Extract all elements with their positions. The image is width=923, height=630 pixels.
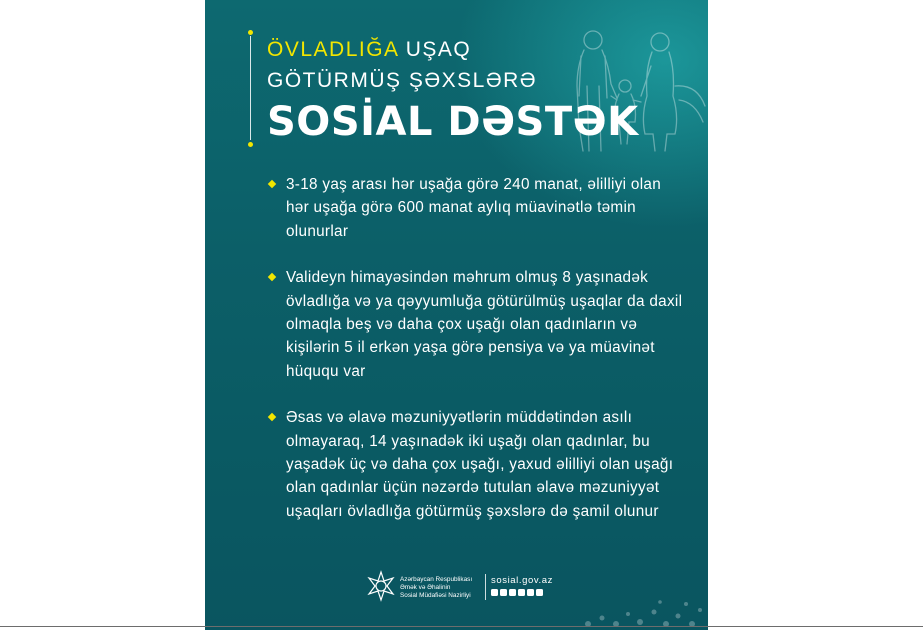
list-item-text: 3-18 yaş arası hər uşağa görə 240 manat, əlilliyi olan hər uşağa görə 600 manat aylıq müavinətlə təmin olunurlar (286, 176, 662, 240)
bullet-diamond-icon (268, 273, 276, 281)
list-item (265, 406, 685, 523)
family-illustration-icon (557, 26, 707, 154)
instagram-icon[interactable] (500, 589, 507, 596)
ministry-line-2: Əmək və Əhalinin (400, 584, 451, 591)
ministry-line-1: Azərbaycan Respublikası (400, 576, 473, 583)
title-divider-line (250, 36, 251, 140)
title-main: SOSİAL DƏSTƏK (267, 99, 639, 145)
list-item-text: Əsas və əlavə məzuniyyətlərin müddətindən asılı olmayaraq, 14 yaşınadək iki uşağı olan qadınlar, bu yaşadək üç və daha çox uşağı, yaxud əlilliyi olan uşağı olan qadınlar üçün nəzərdə tutulan əlavə məzuniyyət uşaqları övladlığa götürmüş şəxslərə də şamil olunur (286, 409, 674, 520)
tiktok-icon[interactable] (518, 589, 525, 596)
social-icons (491, 589, 543, 596)
bottom-rule (0, 626, 923, 627)
title-line-1 (267, 38, 471, 62)
footer-divider (485, 574, 486, 600)
benefits-list (265, 173, 685, 523)
list-item (265, 266, 685, 383)
telegram-icon[interactable] (509, 589, 516, 596)
decorative-hearts-icon (568, 590, 708, 630)
list-item (265, 173, 685, 243)
title-highlight: ÖVLADLIĞA (267, 38, 399, 61)
bullet-diamond-icon (268, 180, 276, 188)
website-link[interactable]: sosial.gov.az (491, 575, 554, 586)
top-dot (248, 30, 253, 35)
ministry-emblem-icon (365, 570, 397, 602)
list-item-text: Valideyn himayəsindən məhrum olmuş 8 yaşınadək övladlığa və ya qəyyumluğa götürülmüş uşaqlar da daxil olmaqla beş və daha çox uşağı olan qadınların və kişilərin 5 il erkən yaşa görə pensiya və ya müavinət hüququ var (286, 269, 683, 380)
bullet-diamond-icon (268, 413, 276, 421)
linkedin-icon[interactable] (536, 589, 543, 596)
youtube-icon[interactable] (527, 589, 534, 596)
bottom-dot (248, 142, 253, 147)
facebook-icon[interactable] (491, 589, 498, 596)
ministry-name (400, 576, 472, 600)
title-line-1-rest: UŞAQ (398, 38, 472, 61)
title-line-2: GÖTÜRMÜŞ ŞƏXSLƏRƏ (267, 69, 538, 92)
poster (205, 0, 708, 630)
ministry-line-3: Sosial Müdafiəsi Nazirliyi (400, 592, 471, 599)
